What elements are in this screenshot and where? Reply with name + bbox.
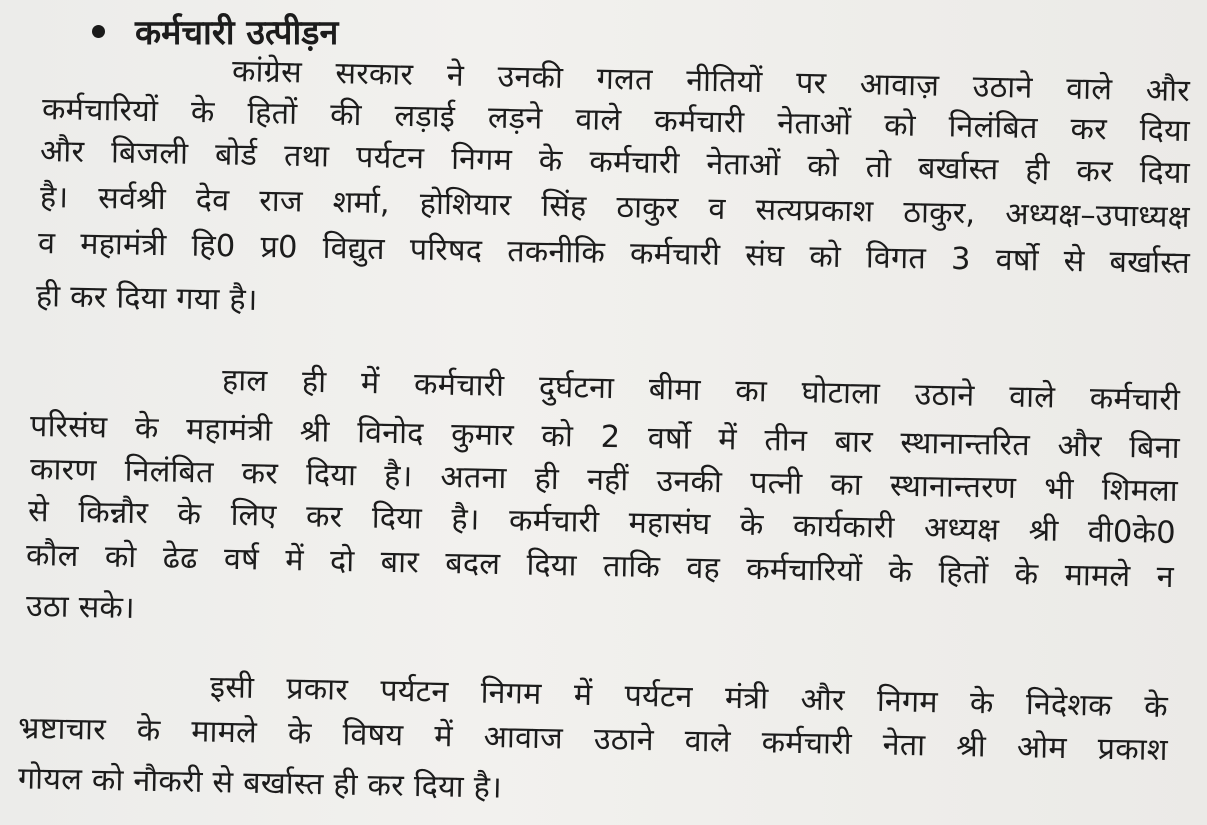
word: शिमला [1101,472,1179,510]
word: लिए [230,497,277,534]
word: कर्मचारी [653,103,745,141]
word: है। [39,179,69,216]
word: विद्युत [322,230,386,267]
word: दिया [305,457,357,494]
word: वाले [575,102,622,139]
word: बदल [444,546,501,583]
word: के [190,94,215,131]
word: महामंत्री [185,411,273,449]
word: श्री [955,728,987,765]
word: महासंघ [628,505,711,543]
word: सर्वश्री [97,180,167,218]
word: बर्खास्त [1109,244,1191,282]
word: सरकार [335,56,414,93]
word: श्री [299,414,330,450]
word: वाले [1008,379,1056,416]
word: राज [259,183,304,220]
word: विनोद [356,415,424,452]
word: कर्मचारी [761,725,853,762]
word: इसी [209,669,255,706]
word: में [284,542,305,579]
bullet-icon [92,25,105,38]
word: कर्मचारी [589,144,680,182]
word: मामले [1064,557,1131,595]
paragraph-line [38,226,1190,282]
word: को [541,418,574,455]
word: वी0के0 [1087,514,1177,552]
word: कांग्रेस [231,53,303,91]
word: निलंबित [948,109,1038,147]
word: उठाने [593,722,655,759]
word: के [134,410,159,447]
word: सिंह [541,188,587,225]
word: पर [795,65,827,102]
word: तकनीकि [506,234,606,271]
word: में [360,365,380,402]
word: भी [1043,471,1075,508]
heading-text: कर्मचारी उत्पीड़न [135,13,339,53]
word: को [806,148,840,185]
paragraph-line [222,363,1181,419]
word: का [830,467,863,503]
word: निगम [876,683,939,721]
word: बोर्ड [214,137,258,174]
word: न [1156,559,1175,596]
word: वर्षो [995,242,1039,279]
word: से [1063,243,1085,280]
word: ताकि [602,549,661,586]
word: बार [380,544,420,581]
word: तीन [764,423,808,459]
paragraph-line: उठा सके। [25,589,136,626]
word: आवाज़ [859,67,940,104]
word: कर [1070,111,1108,148]
word: बिना [1128,430,1181,467]
word: दिया [371,500,423,537]
word: निदेशक [1025,687,1113,724]
word: दो [329,543,355,580]
word: तो [865,149,892,186]
word: अतना [440,459,507,497]
word: और [1145,73,1191,110]
word: बर्खास्त [917,150,999,188]
word: भ्रष्टाचार [17,710,107,748]
word: कारण [29,451,97,489]
word: है। [383,458,413,495]
word: के [969,685,994,722]
word: कौल [25,537,79,574]
word: अध्यक्ष [923,511,1000,548]
word: कर्मचारियों [41,91,159,130]
word: बिजली [110,135,189,172]
word: नहीं [586,462,629,499]
word: कर्मचारी [508,503,600,540]
word: कर [305,499,343,536]
word: दुर्घटना [538,369,615,407]
word: ठाकुर [616,190,679,227]
word: के [287,716,312,752]
word: देव [195,182,230,219]
section-heading [92,6,338,56]
word: विषय [342,717,404,754]
word: के [177,496,202,533]
word: के [888,554,913,590]
word: को [104,539,137,576]
word: विगत [865,240,927,277]
word: प्रकाश [1097,731,1169,769]
word: हाल [221,362,268,399]
word: उठाने [914,377,975,414]
word: किन्नौर [78,494,149,532]
word: और [1057,428,1102,465]
word: और [39,133,85,170]
word: के [136,713,161,749]
word: कर्मचारी [1089,381,1181,419]
word: दिया [526,547,577,584]
word: पर्यटन [624,678,694,716]
word: का [734,373,768,410]
word: ही [1024,152,1050,189]
word: में [718,422,738,458]
word: निगम [480,675,542,712]
word: हि0 [191,228,236,265]
word: लड़ाई [394,98,456,135]
word: के [739,507,764,544]
word: ही [301,364,327,401]
word: शर्मा, [332,185,391,222]
word: के [538,143,563,179]
word: में [573,677,593,713]
word: के [1014,556,1039,593]
word: पर्यटन [355,140,425,177]
word: वाले [684,723,732,760]
word: पत्नी [749,465,803,502]
word: कर्मचारी [413,366,505,404]
word: की [329,97,363,134]
word: नेता [882,727,926,764]
word: परिषद [409,232,483,269]
word: वाले [1065,71,1113,108]
word: घोटाला [801,375,881,412]
word: व [37,225,56,262]
word: होशियार [419,186,512,224]
word: नेताओं [706,146,781,184]
word: स्थानान्तरित [900,425,1031,464]
word: है। [451,502,480,538]
word: कार्यकारी [792,508,895,546]
word: दिया [1139,113,1191,150]
word: हितों [938,555,989,592]
word: वर्ष [223,541,260,578]
word: महामंत्री [80,226,167,264]
word: को [809,239,842,275]
word: कर [241,456,279,492]
word: सत्यप्रकाश [755,192,874,230]
word: परिसंघ [29,408,108,446]
word: मामले [191,714,258,751]
word: निलंबित [124,453,214,491]
word: ने [446,58,465,94]
word: उठाने [972,69,1033,106]
word: हितों [247,95,298,132]
word: को [883,108,917,144]
word: अध्यक्ष–उपाध्यक्ष [1004,196,1191,236]
word: निगम [450,141,513,179]
word: वह [686,550,721,587]
word: ओम [1016,730,1068,767]
word: कर्मचारियों [745,551,863,590]
word: लड़ने [487,100,543,137]
word: प्रकार [285,671,349,708]
word: और [800,682,845,719]
word: ठाकुर, [902,195,976,232]
word: मंत्री [724,680,769,717]
word: उनकी [497,59,564,96]
word: ढेढ [162,540,198,577]
word: श्री [1028,513,1059,549]
word: प्र0 [260,229,298,266]
word: गलत [596,61,653,98]
word: संघ [744,238,785,274]
word: नीतियों [685,63,763,101]
word: 3 [950,241,971,278]
word: व [708,191,726,227]
word: से [27,493,50,530]
word: वर्षो [647,420,692,457]
word: के [1143,689,1169,726]
word: दिया [1139,155,1191,192]
word: स्थानान्तरण [889,468,1017,506]
word: कर्मचारी [629,236,721,273]
paragraph-line: गोयल को नौकरी से बर्खास्त ही कर दिया है। [17,761,503,806]
word: आवाज [483,719,564,757]
word: 2 [600,419,621,456]
word: बार [834,424,874,461]
word: पर्यटन [379,673,449,710]
word: उनकी [656,464,723,501]
word: कर [1076,153,1114,190]
word: ही [534,461,560,498]
word: नेताओं [776,106,852,143]
word: में [433,718,454,755]
word: बीमा [648,371,702,408]
paragraph-line: ही कर दिया गया है। [35,279,258,318]
word: तथा [283,138,330,175]
word: कुमार [450,417,515,454]
